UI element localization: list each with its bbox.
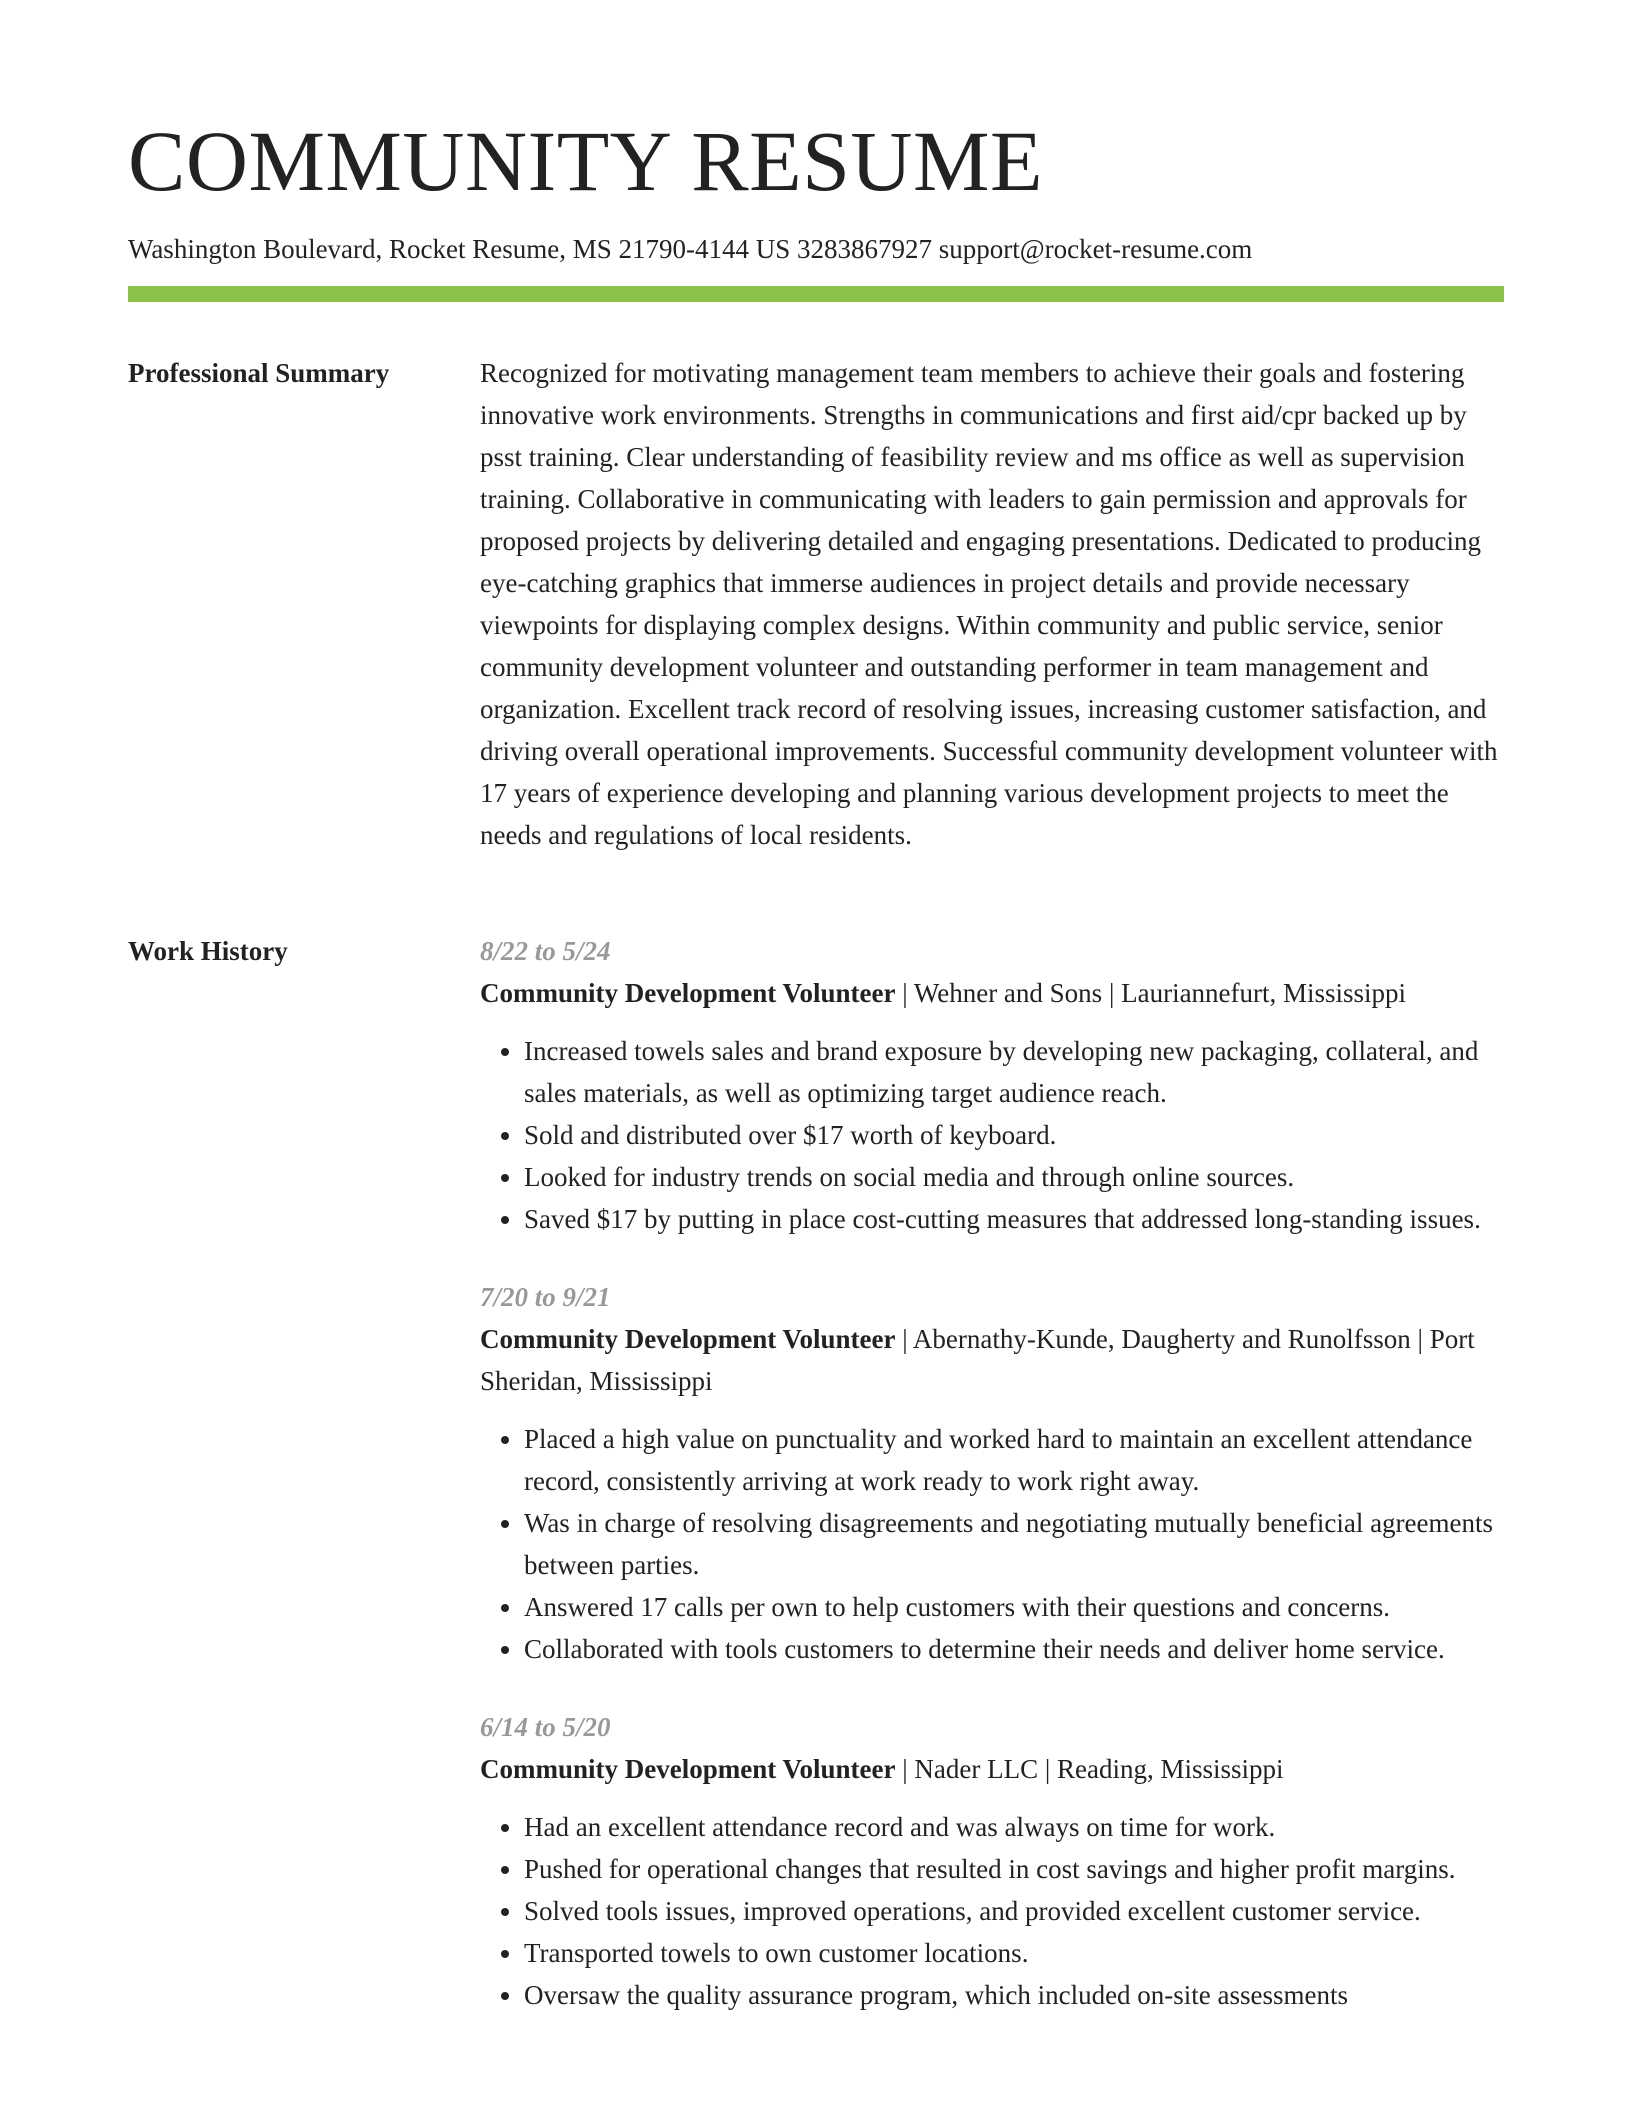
summary-body — [480, 352, 1504, 856]
job-bullet: • Solved tools issues, improved operations, and provided excellent customer service. — [524, 1890, 1504, 1932]
job-entry — [480, 1706, 1504, 2016]
contact-line: Washington Boulevard, Rocket Resume, MS 21790-4144 US 3283867927 support@rocket-resume.com — [128, 234, 1253, 264]
job-employer-location: | Nader LLC | Reading, Mississippi — [895, 1754, 1284, 1784]
summary-text: Recognized for motivating management team members to achieve their goals and fostering innovative work environments. Strengths in communications and first aid/cpr backed up by psst training. Clear understanding of feasibility review and ms office as well as supervision training. Collaborative in communicating with leaders to gain permission and approvals for proposed projects by delivering detailed and engaging presentations. Dedicated to producing eye-catching graphics that immerse audiences in project details and provide necessary viewpoints for displaying complex designs. Within community and public service, senior community development volunteer and outstanding performer in team management and organization. Excellent track record of resolving issues, increasing customer satisfaction, and driving overall operational improvements. Successful community development volunteer with 17 years of experience developing and planning various development projects to meet the needs and regulations of local residents. — [480, 358, 1498, 850]
section-label-professional-summary: Professional Summary — [128, 358, 390, 388]
resume-name: COMMUNITY RESUME — [128, 113, 1044, 209]
work-history-body — [480, 930, 1504, 2052]
job-dates: 6/14 to 5/20 — [480, 1712, 611, 1742]
job-bullet: • Transported towels to own customer locations. — [524, 1932, 1504, 1974]
job-bullet: • Looked for industry trends on social media and through online sources. — [524, 1156, 1504, 1198]
header-divider — [128, 286, 1504, 302]
job-bullet: • Increased towels sales and brand exposure by developing new packaging, collateral, and sales materials, as well as optimizing target audience reach. — [524, 1030, 1504, 1114]
job-bullet: • Was in charge of resolving disagreements and negotiating mutually beneficial agreements between parties. — [524, 1502, 1504, 1586]
job-entry — [480, 1276, 1504, 1670]
job-employer-location: | Wehner and Sons | Lauriannefurt, Mississippi — [895, 978, 1407, 1008]
job-bullet: • Collaborated with tools customers to determine their needs and deliver home service. — [524, 1628, 1504, 1670]
job-bullet: • Saved $17 by putting in place cost-cutting measures that addressed long-standing issues. — [524, 1198, 1504, 1240]
job-heading — [480, 972, 1504, 1014]
job-bullets — [480, 1418, 1504, 1670]
job-bullets — [480, 1030, 1504, 1240]
job-bullet: • Had an excellent attendance record and was always on time for work. — [524, 1806, 1504, 1848]
job-title: Community Development Volunteer — [480, 1754, 896, 1784]
job-employer-location: | Abernathy-Kunde, Daugherty and Runolfsson | Port Sheridan, Mississippi — [480, 1324, 1475, 1396]
job-title: Community Development Volunteer — [480, 1324, 896, 1354]
job-heading — [480, 1318, 1504, 1402]
job-bullet: • Sold and distributed over $17 worth of keyboard. — [524, 1114, 1504, 1156]
job-bullet: • Answered 17 calls per own to help customers with their questions and concerns. — [524, 1586, 1504, 1628]
job-bullets — [480, 1806, 1504, 2016]
job-bullet: • Placed a high value on punctuality and worked hard to maintain an excellent attendance record, consistently arriving at work ready to work right away. — [524, 1418, 1504, 1502]
section-label-work-history: Work History — [128, 936, 288, 966]
job-dates: 8/22 to 5/24 — [480, 936, 611, 966]
job-heading — [480, 1748, 1504, 1790]
job-bullet: • Pushed for operational changes that resulted in cost savings and higher profit margins. — [524, 1848, 1504, 1890]
job-entry — [480, 930, 1504, 1240]
job-bullet: • Oversaw the quality assurance program, which included on-site assessments — [524, 1974, 1504, 2016]
job-title: Community Development Volunteer — [480, 978, 896, 1008]
job-dates: 7/20 to 9/21 — [480, 1282, 611, 1312]
